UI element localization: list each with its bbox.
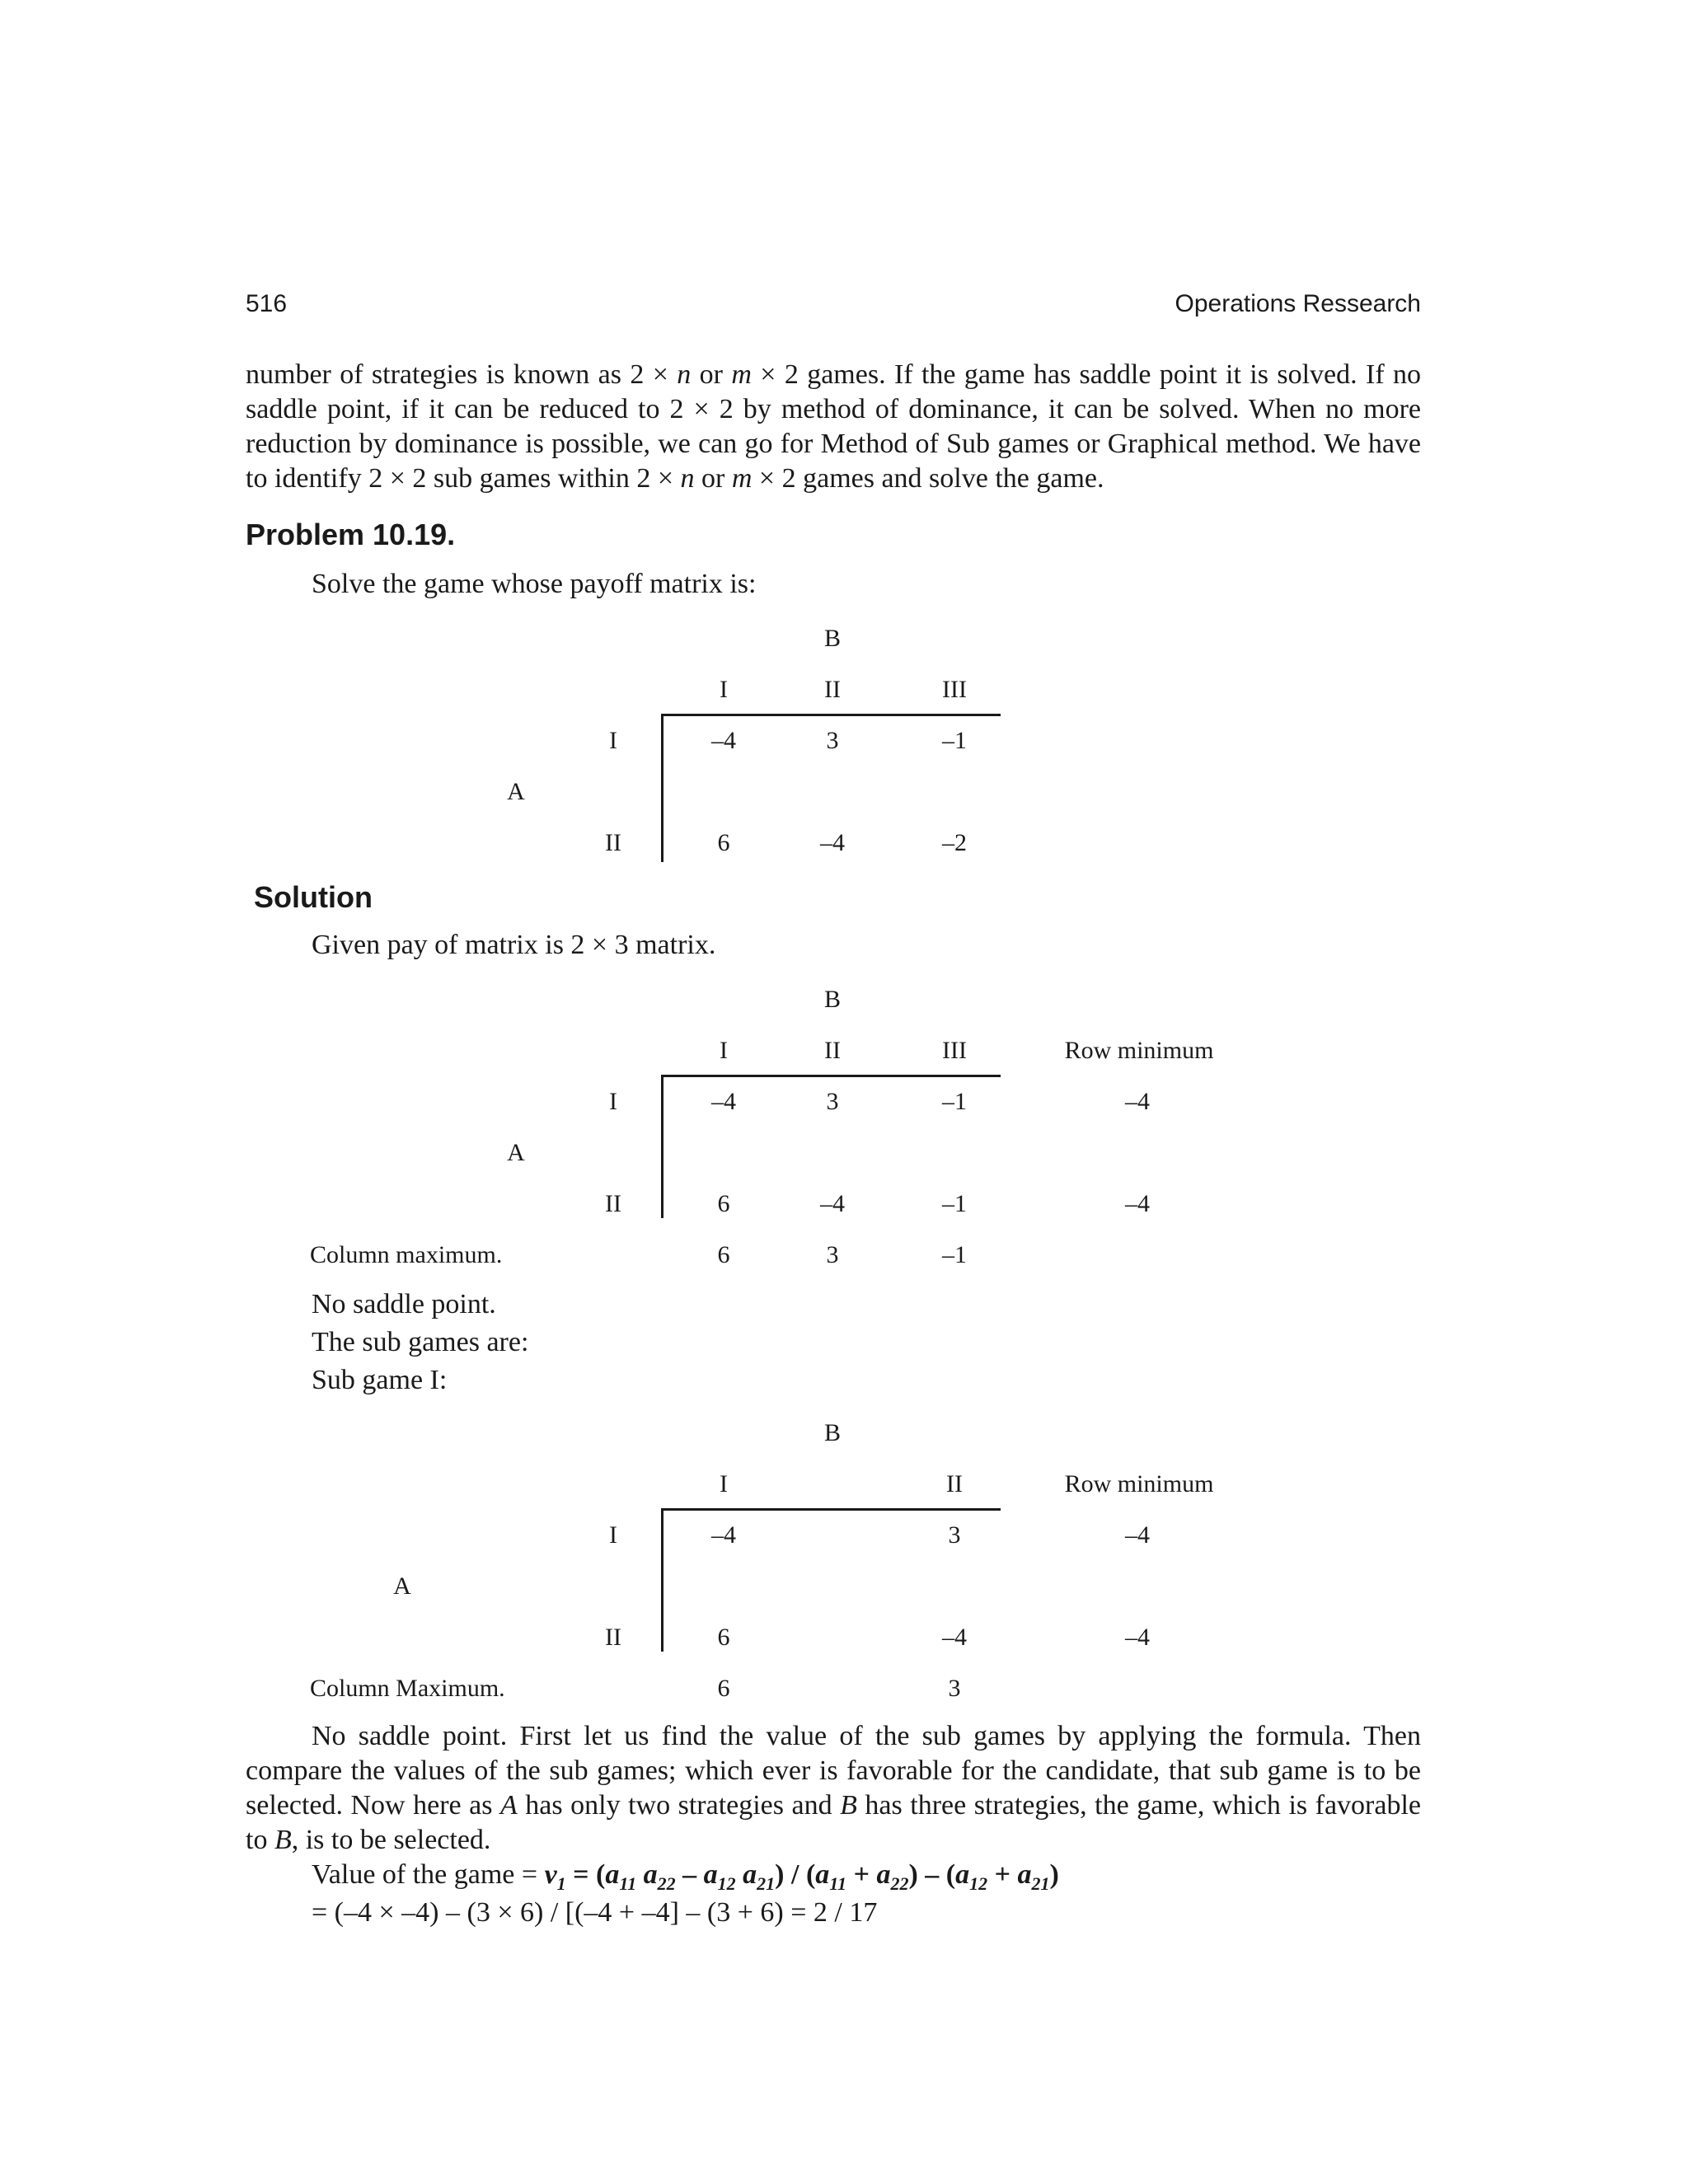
row-header: II	[605, 1190, 621, 1217]
matrix-cell: –4	[711, 727, 736, 754]
col-header: I	[720, 1037, 728, 1064]
page-number: 516	[246, 290, 288, 317]
col-header: I	[720, 676, 728, 703]
row-min-value: –4	[1125, 1190, 1150, 1217]
solution-heading: Solution	[254, 880, 373, 914]
col-header: II	[946, 1470, 963, 1497]
row-player-label: A	[507, 778, 525, 805]
matrix-cell: –4	[711, 1521, 736, 1549]
col-player-label: B	[823, 1419, 842, 1446]
matrix-cell: –1	[942, 727, 967, 754]
formula-prefix: Value of the game =	[312, 1859, 545, 1890]
row-player-label: A	[507, 1139, 525, 1166]
running-title: Operations Ressearch	[1175, 290, 1421, 317]
row-header: II	[605, 829, 621, 856]
intro-var-n: n	[680, 463, 695, 494]
given-statement: Given pay of matrix is 2 × 3 matrix.	[312, 930, 716, 960]
row-header: II	[605, 1624, 621, 1651]
col-header: III	[942, 676, 967, 703]
intro-text: or	[694, 463, 732, 494]
row-min-header: Row minimum	[1064, 1470, 1214, 1497]
matrix-cell: –2	[942, 829, 967, 856]
row-min-value: –4	[1125, 1088, 1150, 1115]
explanation-paragraph	[246, 1719, 1421, 1858]
col-player-label: B	[823, 986, 842, 1013]
matrix-cell: –4	[820, 829, 845, 856]
explanation-text: has three strategies, the game, which is favorable to	[246, 1790, 1421, 1855]
sub-game-label: Sub game I:	[312, 1365, 448, 1395]
intro-var-m: m	[731, 359, 752, 390]
col-max-value: 3	[826, 1241, 839, 1268]
col-max-value: 3	[948, 1675, 961, 1702]
col-player-label: B	[823, 625, 842, 652]
explanation-text: No saddle point. First let us find the value of the sub games by applying the formula. Then compare the values of the sub games; which ever is favorable for the candidate, that sub game is to be selected. Now here as	[246, 1721, 1421, 1821]
col-max-label: Column maximum.	[310, 1241, 503, 1268]
row-player-label: A	[393, 1572, 411, 1600]
col-max-value: –1	[942, 1241, 967, 1268]
intro-var-n: n	[677, 359, 692, 390]
sub-games-text: The sub games are:	[312, 1327, 529, 1357]
col-max-value: 6	[717, 1675, 730, 1702]
col-header: III	[942, 1037, 967, 1064]
explanation-text: has only two strategies and	[517, 1790, 841, 1821]
no-saddle-text: No saddle point.	[312, 1289, 496, 1319]
intro-text: number of strategies is known as 2 ×	[246, 359, 678, 390]
row-min-header: Row minimum	[1064, 1037, 1214, 1064]
matrix-cell: 6	[717, 1624, 730, 1651]
value-formula: Value of the game = $v_1 = (a_{11}$ $a_{22} - a_{12}$ $a_{21}) / (a_{11} + a_{22}) - (a_{12} + a_{21})$	[312, 1859, 1059, 1894]
problem-heading: Problem 10.19.	[246, 518, 456, 551]
row-header: I	[609, 727, 617, 754]
intro-text: × 2 games. If the game has saddle point it is solved. If no saddle point, if it can be reduced to 2 × 2 by method of dominance, it can be solved. When no more reduction by dominance is possible, we can go for Method of Sub games or Graphical method. We have to identify 2 × 2 sub games within 2 ×	[246, 359, 1422, 494]
col-max-label: Column Maximum.	[310, 1675, 505, 1702]
matrix-left-rule	[661, 714, 663, 862]
player-a: A	[499, 1790, 518, 1821]
matrix-cell: –4	[711, 1088, 736, 1115]
matrix-cell: 3	[826, 1088, 839, 1115]
intro-paragraph	[246, 358, 1421, 496]
col-header: II	[824, 1037, 841, 1064]
intro-var-m: m	[731, 463, 753, 494]
col-header: II	[824, 676, 841, 703]
matrix-cell: –1	[942, 1190, 967, 1217]
row-header: I	[609, 1088, 617, 1115]
matrix-cell: –4	[820, 1190, 845, 1217]
intro-text: × 2 games and solve the game.	[752, 463, 1104, 494]
player-b: B	[840, 1790, 857, 1821]
row-header: I	[609, 1521, 617, 1549]
matrix-top-rule	[661, 714, 1001, 716]
intro-text: or	[691, 359, 732, 390]
matrix-left-rule	[661, 1075, 663, 1218]
matrix-top-rule	[661, 1075, 1001, 1077]
explanation-text: , is to be selected.	[291, 1825, 491, 1855]
matrix-top-rule	[661, 1508, 1001, 1511]
col-header: I	[720, 1470, 728, 1497]
matrix-cell: –1	[942, 1088, 967, 1115]
calculation-line: = (–4 × –4) – (3 × 6) / [(–4 + –4] – (3 + 6) = 2 / 17	[312, 1897, 878, 1928]
col-max-value: 6	[717, 1241, 730, 1268]
matrix-cell: 6	[717, 1190, 730, 1217]
problem-statement: Solve the game whose payoff matrix is:	[312, 569, 757, 599]
matrix-cell: 3	[826, 727, 839, 754]
matrix-cell: 6	[717, 829, 730, 856]
matrix-cell: 3	[948, 1521, 961, 1549]
player-b: B	[274, 1825, 292, 1855]
matrix-cell: –4	[942, 1624, 967, 1651]
row-min-value: –4	[1125, 1624, 1150, 1651]
matrix-left-rule	[661, 1508, 663, 1652]
row-min-value: –4	[1125, 1521, 1150, 1549]
